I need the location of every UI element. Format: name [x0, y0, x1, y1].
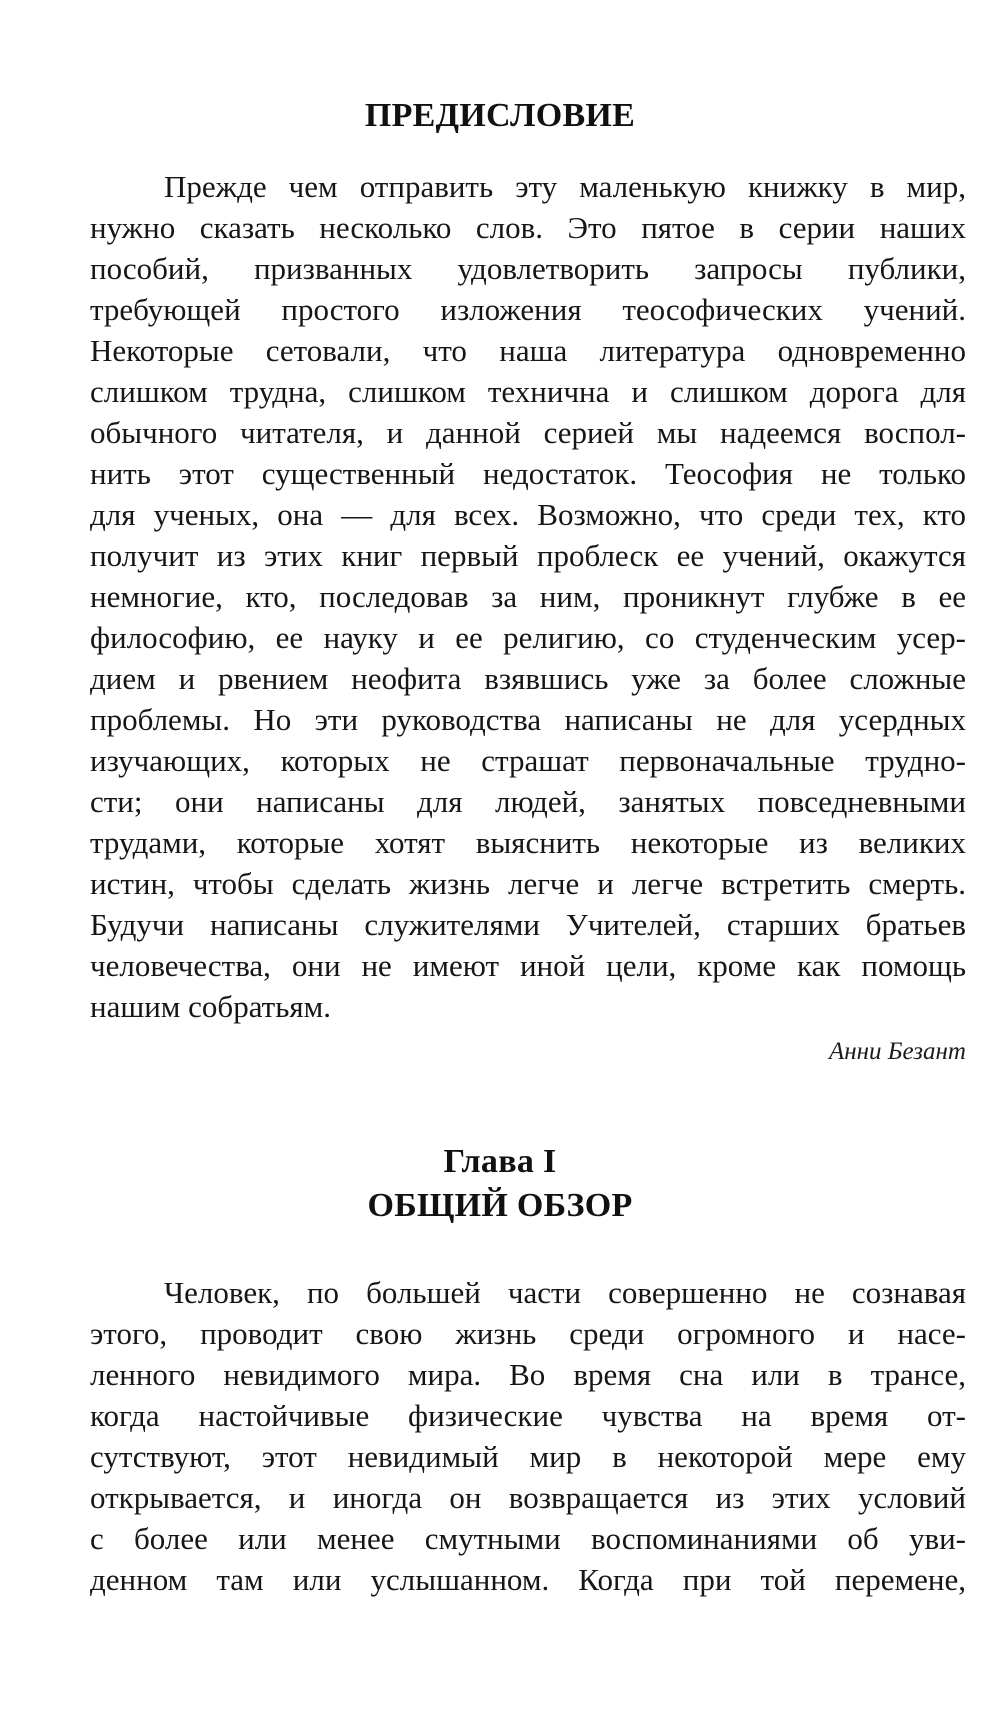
text-line: немногие, кто, последовав за ним, проникнут глубже в ее [90, 579, 966, 614]
text-line: получит из этих книг первый проблеск ее учений, окажутся [90, 538, 966, 573]
text-line: сти; они написаны для людей, занятых повседневными [90, 784, 966, 819]
text-line: трудами, которые хотят выяснить некоторые из великих [90, 825, 966, 860]
text-line: сутствуют, этот невидимый мир в некоторой мере ему [90, 1439, 966, 1474]
text-line: открывается, и иногда он возвращается из этих условий [90, 1480, 966, 1515]
text-line: проблемы. Но эти руководства написаны не для усердных [90, 702, 966, 737]
text-line: денном там или услышанном. Когда при той перемене, [90, 1562, 966, 1597]
text-line: нить этот существенный недостаток. Теософия не только [90, 456, 966, 491]
text-line: Некоторые сетовали, что наша литература одновременно [90, 333, 966, 368]
text-line: пособий, призванных удовлетворить запросы публики, [90, 251, 966, 286]
text-line: обычного читателя, и данной серией мы надеемся воспол- [90, 415, 966, 450]
text-line: изучающих, которых не страшат первоначальные трудно- [90, 743, 966, 778]
text-line: Человек, по большей части совершенно не сознавая [164, 1275, 966, 1310]
text-line: требующей простого изложения теософических учений. [90, 292, 966, 327]
text-line: дием и рвением неофита взявшись уже за более сложные [90, 661, 966, 696]
preface-title: ПРЕДИСЛОВИЕ [364, 97, 636, 134]
text-line: слишком трудна, слишком технична и слишком дорога для [90, 374, 966, 409]
text-line: истин, чтобы сделать жизнь легче и легче встретить смерть. [90, 866, 966, 901]
text-line: Прежде чем отправить эту маленькую книжку в мир, [164, 169, 966, 204]
text-line: для ученых, она — для всех. Возможно, что среди тех, кто [90, 497, 966, 532]
chapter-number: Глава I [443, 1143, 557, 1180]
text-line: Будучи написаны служителями Учителей, старших братьев [90, 907, 966, 942]
author-signature: Анни Безант [828, 1038, 966, 1065]
text-line: когда настойчивые физические чувства на время от- [90, 1398, 966, 1433]
text-line: с более или менее смутными воспоминаниями об уви- [90, 1521, 966, 1556]
text-line: человечества, они не имеют иной цели, кроме как помощь [90, 948, 966, 983]
text-line: нашим собратьям. [90, 989, 331, 1024]
text-line: нужно сказать несколько слов. Это пятое в серии наших [90, 210, 966, 245]
text-line: этого, проводит свою жизнь среди огромного и насе- [90, 1316, 966, 1351]
chapter-title: ОБЩИЙ ОБЗОР [367, 1187, 633, 1224]
text-line: ленного невидимого мира. Во время сна или в трансе, [90, 1357, 966, 1392]
text-line: философию, ее науку и ее религию, со студенческим усер- [90, 620, 966, 655]
